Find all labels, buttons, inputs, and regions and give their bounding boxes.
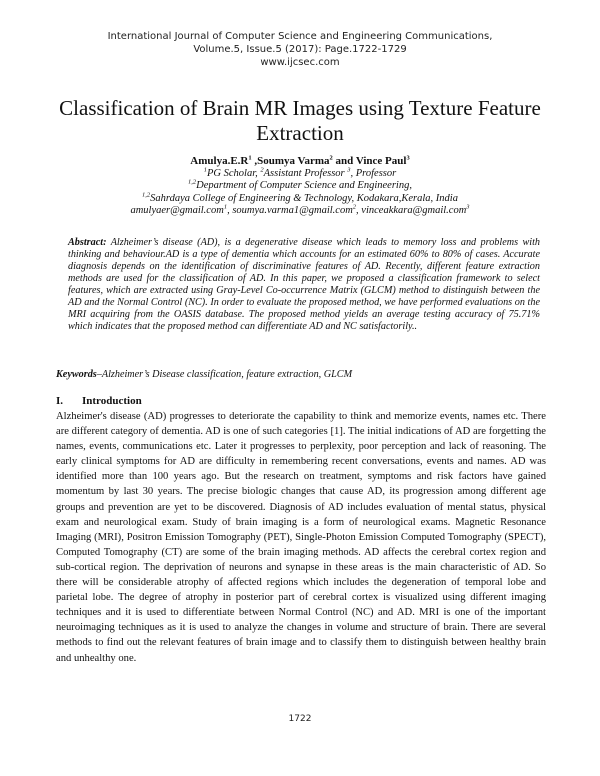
author-2: ,Soumya Varma	[251, 155, 330, 167]
abstract	[68, 237, 540, 333]
role-1-mark: 1	[203, 166, 208, 173]
author-department	[0, 180, 600, 193]
email-3: , vinceakkara@gmail.com	[356, 205, 467, 216]
keywords	[56, 369, 546, 380]
role-2: Assistant Professor	[263, 167, 348, 179]
abstract-label: Abstract:	[68, 237, 107, 248]
role-2-mark: 2	[260, 166, 264, 173]
email-1-mark: 1	[223, 203, 228, 211]
journal-volume: Volume.5, Issue.5 (2017): Page.1722-1729	[193, 44, 407, 55]
keywords-text: –Alzheimer’s Disease classification, feature extraction, GLCM	[96, 369, 353, 380]
role-3-mark: 3	[347, 166, 351, 173]
author-roles	[0, 168, 600, 181]
page-number: 1722	[288, 714, 312, 724]
section-heading	[56, 395, 142, 407]
email-1: amulyaer@gmail.com	[130, 205, 224, 216]
author-1-mark: 1	[248, 154, 252, 162]
keywords-label: Keywords	[56, 369, 97, 380]
college-text: Sahrdaya College of Engineering & Technology, Kodakara,Kerala, India	[150, 192, 458, 204]
journal-url: www.ijcsec.com	[260, 57, 340, 68]
author-3: and Vince Paul	[332, 155, 407, 167]
abstract-text: Alzheimer’s disease (AD), is a degenerative disease which leads to memory loss and problems with thinking and behaviour.AD is a type of dementia which accounts for an estimated 60% to 80% of cases. Accurate diagnosis depends on the identification of discriminative features of AD. Recently, different feature extraction methods are used for the classification of AD. In this paper, we proposed a classification framework to select features, which are extracted using Gray-Level Co-occurrence Matrix (GLCM) method to distinguish between the AD and the Normal Control (NC). In order to evaluate the proposed method, we have performed evaluations on the MRI acquiring from the OASIS database. The proposed method yields an average testing accuracy of 75.71% which indicates that the proposed method can differentiate AD and NC satisfactorily..	[68, 237, 540, 332]
department-mark: 1,2	[188, 178, 197, 186]
department-text: Department of Computer Science and Engineering,	[196, 180, 412, 191]
author-2-mark: 2	[329, 154, 333, 162]
author-college	[0, 193, 600, 206]
author-1: Amulya.E.R	[190, 155, 249, 167]
college-mark: 1,2	[142, 191, 151, 198]
author-names	[0, 155, 600, 168]
author-emails	[0, 205, 600, 218]
section-title: Introduction	[82, 395, 142, 407]
email-3-mark: 3	[466, 203, 470, 211]
author-block	[0, 155, 600, 218]
email-2: , soumya.varma1@gmail.com	[227, 205, 353, 216]
author-3-mark: 3	[406, 154, 410, 162]
journal-header	[0, 30, 600, 69]
email-2-mark: 2	[352, 203, 357, 211]
role-3: , Professor	[350, 167, 397, 179]
journal-name: International Journal of Computer Science and Engineering Communications,	[107, 31, 493, 42]
body-paragraph: Alzheimer's disease (AD) progresses to deteriorate the capability to think and memorize events, names etc. There are different category of dementia. AD is one of such categories [1]. The initial indications of AD are forgetting the names, events, communications etc. Later it progresses to perplexity, poor perception and lack of reasoning. The early clinical symptoms for AD are difficulty in remembering recent conversations, events and names. AD was identified more than 100 years ago. But the research on treatment, symptoms and risk factors have gained momentum by last 30 years. The precise biologic changes that cause AD, its progression among different age groups and prevention are yet to be discovered. Diagnosis of AD includes evaluation of mental status, physical exam and neurological exam. Study of brain imaging is a form of neurological exams. Magnetic Resonance Imaging (MRI), Positron Emission Tomography (PET), Single-Photon Emission Computed Tomography (SPECT), Computed Tomography (CT) are some of the brain imaging methods. AD affects the cerebral cortex region and sub-cortical region. The deprivation of neurons and synapse in these areas is the main characteristic of AD. So there will be considerable atrophy of affected regions which includes the degeneration of temporal lobe and parietal lobe. The degree of atrophy in posterior part of cerebral cortex is visualized using different imaging techniques and it is used to differentiate between Normal Control (NC) and AD. MRI is one of the important neuroimaging techniques as it is used to analyze the changes in volume and structure of brain. There are several methods to find out the relevant features of brain image and to classify them to distinguish between healthy brain and unhealthy one.	[56, 411, 546, 664]
section-number: I.	[56, 395, 64, 407]
role-1: PG Scholar,	[207, 167, 261, 179]
paper-title: Classification of Brain MR Images using Texture Feature Extraction	[59, 96, 541, 145]
